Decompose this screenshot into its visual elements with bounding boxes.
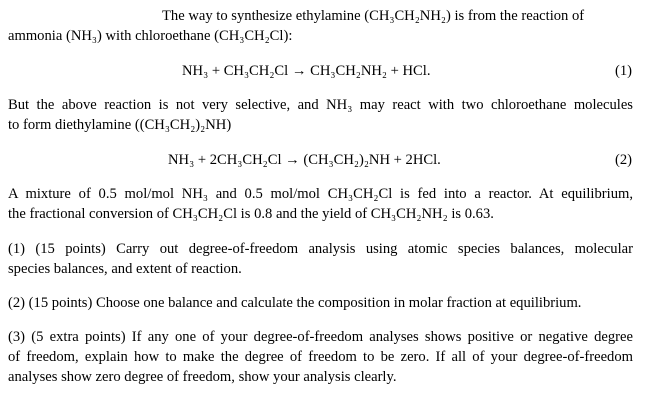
equation-1: NH₃ + CH₃CH₂Cl → CH₃CH₂NH₂ + HCl. xyxy=(182,63,431,79)
intro-line-1: The way to synthesize ethylamine (CH₃CH₂NH₂) is from the reaction of xyxy=(162,8,585,24)
equation-2: NH₃ + 2CH₃CH₂Cl → (CH₃CH₂)₂NH + 2HCl. xyxy=(168,152,441,168)
equation-2-number: (2) xyxy=(614,152,632,168)
paragraph-2-line-2: to form diethylamine ((CH₃CH₂)₂NH) xyxy=(8,117,232,133)
intro-line-2: ammonia (NH₃) with chloroethane (CH₃CH₂Cl): xyxy=(8,28,293,44)
paragraph-3-line-1: A mixture of 0.5 mol/mol NH₃ and 0.5 mol/mol CH₃CH₂Cl is fed into a reactor. At equilibrium, xyxy=(8,186,633,202)
question-3-line-3: analyses show zero degree of freedom, show your analysis clearly. xyxy=(8,369,397,385)
paragraph-2-line-1: But the above reaction is not very selective, and NH₃ may react with two chloroethane molecules xyxy=(8,97,633,113)
question-1-line-1: (1) (15 points) Carry out degree-of-freedom analysis using atomic species balances, molecular xyxy=(8,241,633,257)
question-3-line-2: of freedom, explain how to make the degree of freedom to be zero. If all of your degree-of-freedom xyxy=(8,349,633,365)
paragraph-3-line-2: the fractional conversion of CH₃CH₂Cl is 0.8 and the yield of CH₃CH₂NH₂ is 0.63. xyxy=(8,206,494,222)
equation-1-number: (1) xyxy=(614,63,632,79)
question-3-line-1: (3) (5 extra points) If any one of your degree-of-freedom analyses shows positive or negative degree xyxy=(8,329,633,345)
question-1-line-2: species balances, and extent of reaction. xyxy=(8,261,242,277)
question-2-line-1: (2) (15 points) Choose one balance and calculate the composition in molar fraction at equilibrium. xyxy=(8,295,582,311)
